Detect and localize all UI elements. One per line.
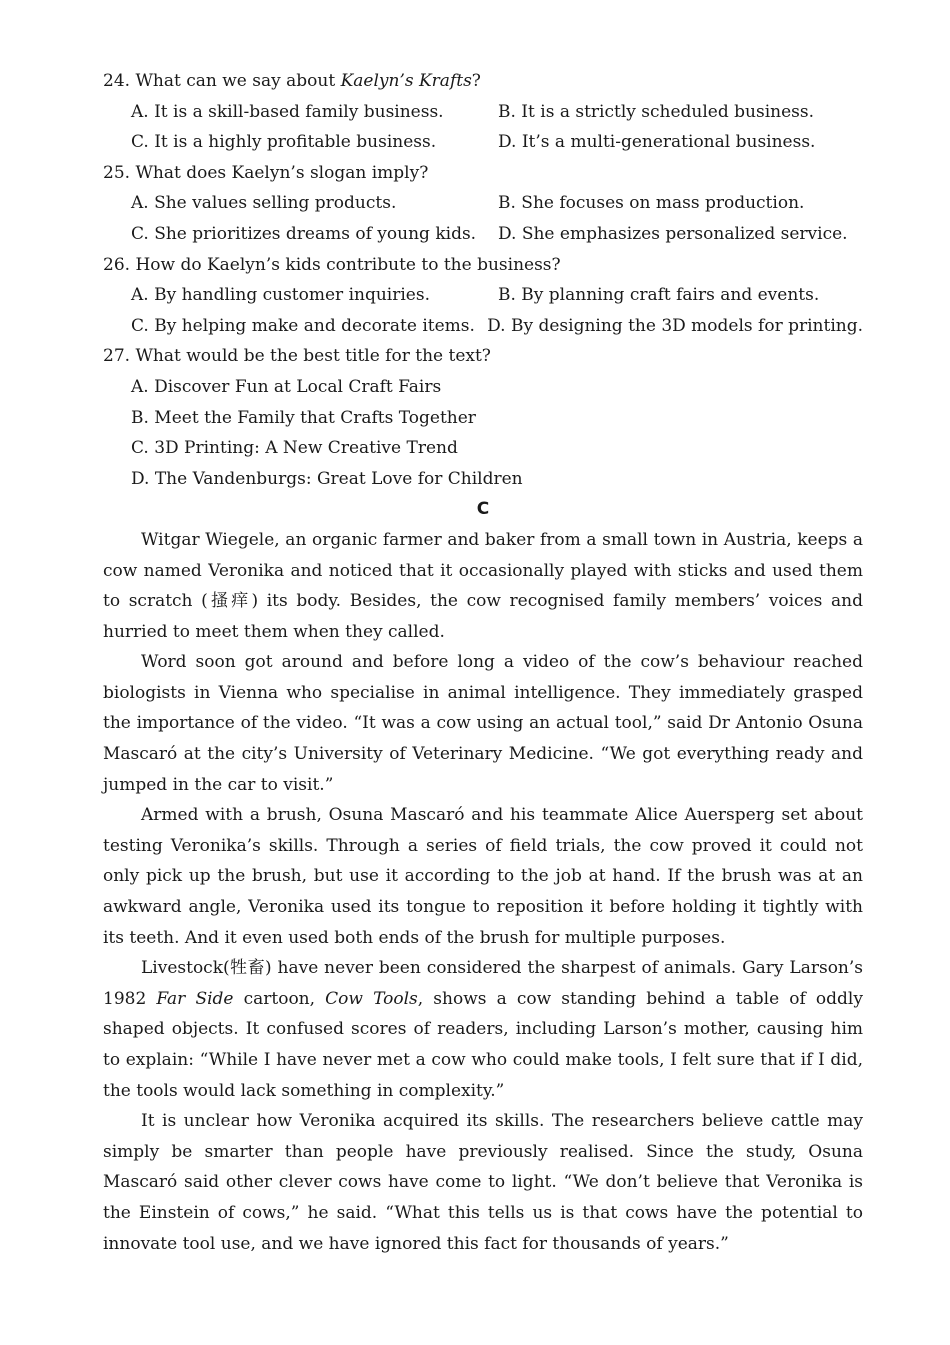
question-25-options-row-2 <box>103 219 863 250</box>
question-25-options-row-1 <box>103 188 863 219</box>
question-27-option-b[interactable]: B. Meet the Family that Crafts Together <box>131 407 476 428</box>
passage-paragraph-5: It is unclear how Veronika acquired its skills. The researchers believe cattle may simply be smarter than people have previously realised. Since the study, Osuna Mascaró said other clever cows have come to light. “We don’t believe that Veronika is the Einstein of cows,” he said. “What this tells us is that cows have the potential to innovate tool use, and we have ignored this fact for thousands of years.” <box>103 1111 863 1254</box>
question-24-mark: ? <box>471 71 481 91</box>
question-25-option-d[interactable]: D. She emphasizes personalized service. <box>498 223 848 244</box>
question-27-option-c[interactable]: C. 3D Printing: A New Creative Trend <box>131 438 458 459</box>
question-24-option-a[interactable]: A. It is a skill-based family business. <box>131 101 444 122</box>
cartoon-series-title: Far Side <box>156 988 234 1009</box>
paragraph-4-text-e: , shows a cow standing behind a table of oddly shaped objects. It confused scores of readers, including Larson’s mother, causing him to explain: “While I have never met a cow who could make tools, I felt sure that if I did, the tools would lack something in complexity.” <box>103 988 863 1101</box>
page-content <box>103 66 863 1259</box>
question-26-option-a[interactable]: A. By handling customer inquiries. <box>131 285 430 306</box>
question-24-italic-title: Kaelyn’s Krafts <box>340 71 472 91</box>
question-25-stem: 25. What does Kaelyn’s slogan imply? <box>103 162 429 183</box>
passage-paragraph-3: Armed with a brush, Osuna Mascaró and his teammate Alice Auersperg set about testing Veronika’s skills. Through a series of field trials, the cow proved it could not only pick up the brush, but use it according to the job at hand. If the brush was at an awkward angle, Veronika used its tongue to reposition it before holding it tightly with its teeth. And it even used both ends of the brush for multiple purposes. <box>103 805 863 948</box>
question-25-option-a[interactable]: A. She values selling products. <box>131 193 397 214</box>
question-25-option-c[interactable]: C. She prioritizes dreams of young kids. <box>131 223 477 244</box>
question-27-option-d[interactable]: D. The Vandenburgs: Great Love for Children <box>131 468 523 489</box>
question-24-stem <box>103 66 863 97</box>
question-26-option-c[interactable]: C. By helping make and decorate items. <box>131 315 475 336</box>
paragraph-4-text-c: cartoon, <box>233 988 326 1009</box>
question-24-option-b[interactable]: B. It is a strictly scheduled business. <box>498 101 814 122</box>
question-26-options-row-2 <box>103 311 863 342</box>
question-25-option-b[interactable]: B. She focuses on mass production. <box>498 193 805 214</box>
passage-paragraph-2: Word soon got around and before long a video of the cow’s behaviour reached biologists in Vienna who specialise in animal intelligence. They immediately grasped the importance of the video. “It was a cow using an actual tool,” said Dr Antonio Osuna Mascaró at the city’s University of Veterinary Medicine. “We got everything ready and jumped in the car to visit.” <box>103 652 863 795</box>
question-26-option-d[interactable]: D. By designing the 3D models for printing. <box>487 315 863 336</box>
passage-paragraph-1: Witgar Wiegele, an organic farmer and baker from a small town in Austria, keeps a cow named Veronika and noticed that it occasionally played with sticks and used them to scratch (搔痒) its body. Besides, the cow recognised family members’ voices and hurried to meet them when they called. <box>103 529 863 642</box>
question-24-text: 24. What can we say about <box>103 71 341 91</box>
question-24-options-row-1 <box>103 97 863 128</box>
question-24-option-c[interactable]: C. It is a highly profitable business. <box>131 132 437 153</box>
question-26-stem: 26. How do Kaelyn’s kids contribute to the business? <box>103 254 561 275</box>
cartoon-title: Cow Tools <box>325 988 418 1009</box>
paragraph-4-text-a: Livestock(牲畜) have never been considered the sharpest of animals. Gary Larson’s 1982 <box>103 958 863 1009</box>
question-24-options-row-2 <box>103 127 863 158</box>
question-24-option-d[interactable]: D. It’s a multi-generational business. <box>498 132 816 153</box>
section-heading: C <box>476 499 490 520</box>
question-27-stem: 27. What would be the best title for the text? <box>103 346 491 367</box>
question-26-option-b[interactable]: B. By planning craft fairs and events. <box>498 285 820 306</box>
passage-paragraph-4 <box>103 953 863 1106</box>
question-26-options-row-1 <box>103 280 863 311</box>
question-27-option-a[interactable]: A. Discover Fun at Local Craft Fairs <box>131 376 442 397</box>
